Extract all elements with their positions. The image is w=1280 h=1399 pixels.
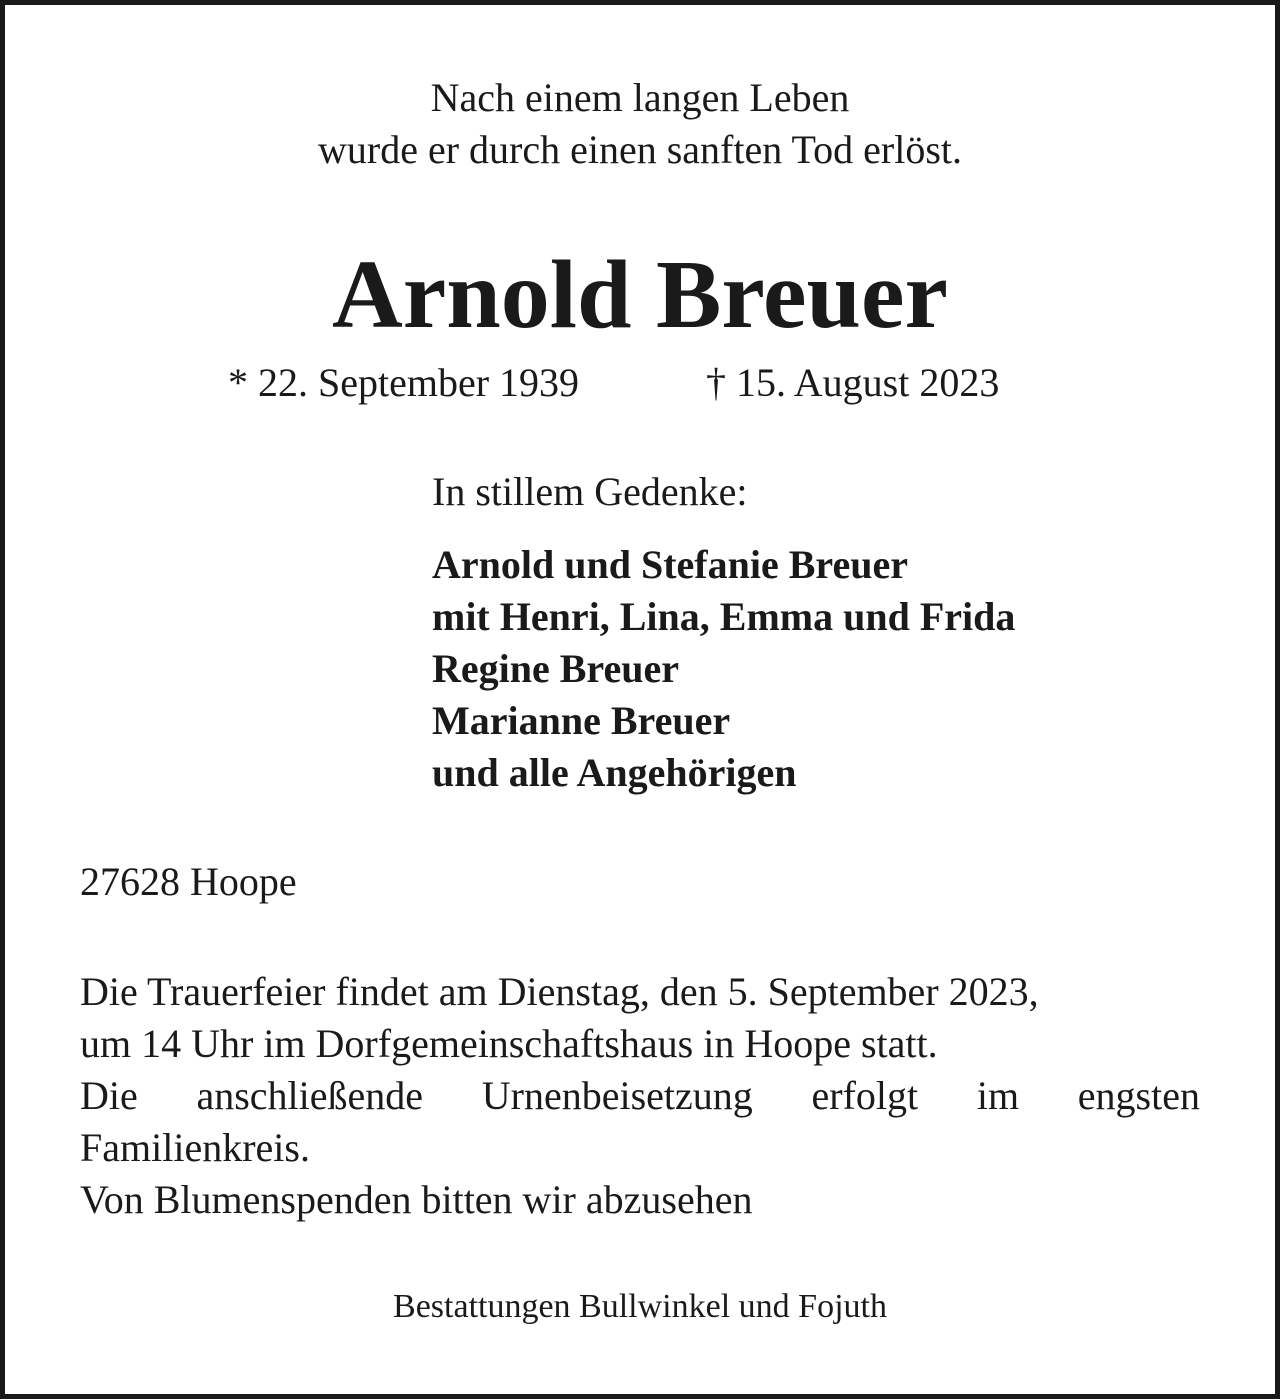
mourner-line: und alle Angehörigen — [432, 750, 797, 795]
service-word: anschließende — [196, 1073, 424, 1118]
service-word: erfolgt — [811, 1073, 919, 1118]
death-date: † 15. August 2023 — [706, 360, 1000, 405]
service-word: engsten — [1077, 1073, 1200, 1118]
service-line-2: um 14 Uhr im Dorfgemeinschaftshaus in Hoope statt. — [80, 1021, 938, 1066]
intro-line-2: wurde er durch einen sanften Tod erlöst. — [317, 127, 963, 172]
birth-date: * 22. September 1939 — [228, 360, 580, 405]
deceased-name: Arnold Breuer — [331, 241, 949, 349]
service-word: im — [976, 1073, 1020, 1118]
location: 27628 Hoope — [80, 859, 297, 904]
service-word: Die — [80, 1073, 138, 1118]
mourner-line: Regine Breuer — [432, 646, 679, 691]
mourner-line: mit Henri, Lina, Emma und Frida — [432, 594, 1016, 639]
service-word: Urnenbeisetzung — [481, 1073, 753, 1118]
service-line-3 — [80, 1070, 1200, 1122]
service-line-4: Familienkreis. — [80, 1125, 310, 1170]
intro-line-1: Nach einem langen Leben — [430, 75, 850, 120]
mourner-line: Marianne Breuer — [432, 698, 731, 743]
mourners-heading: In stillem Gedenke: — [432, 469, 748, 514]
mourner-line: Arnold und Stefanie Breuer — [432, 542, 908, 587]
service-line-1: Die Trauerfeier findet am Dienstag, den 5. September 2023, — [80, 969, 1039, 1014]
service-line-5: Von Blumenspenden bitten wir abzusehen — [80, 1177, 753, 1222]
undertaker: Bestattungen Bullwinkel und Fojuth — [393, 1288, 887, 1325]
